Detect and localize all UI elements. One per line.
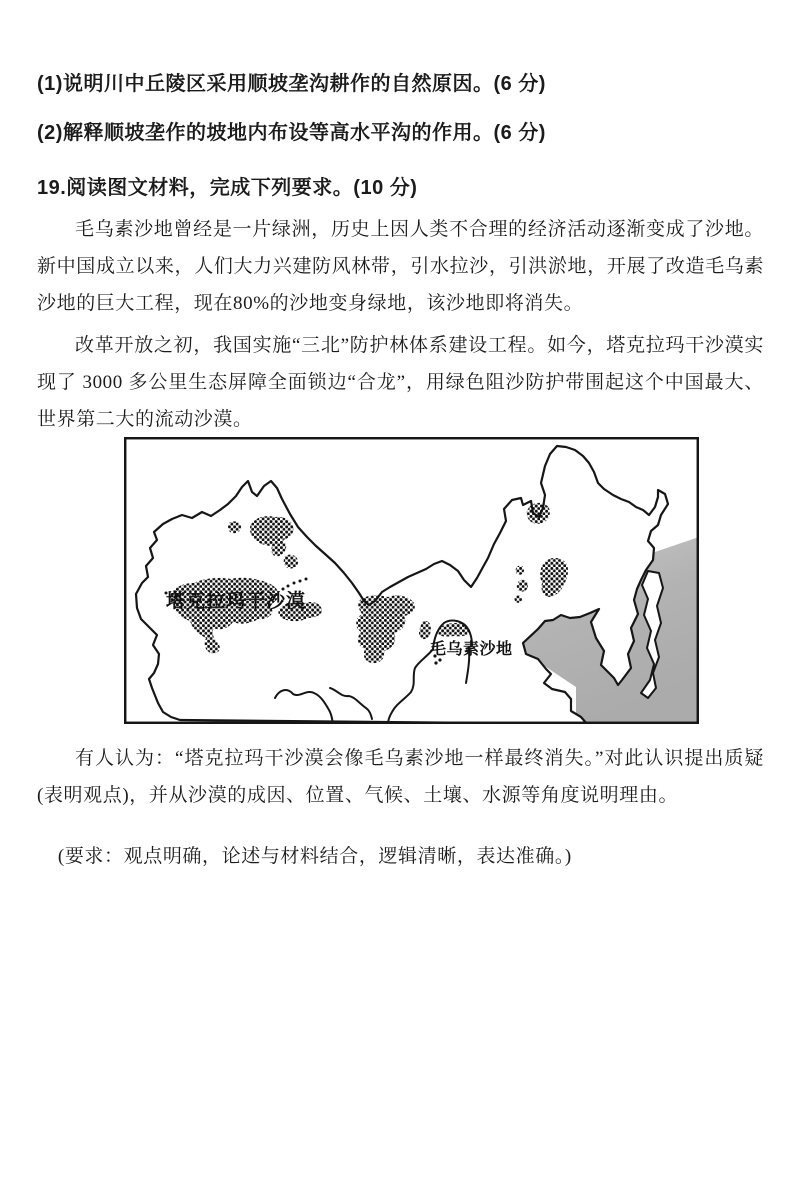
label-taklimakan-desert: 塔克拉玛干沙漠 [166,591,307,612]
requirement-line: (要求：观点明确，论述与材料结合，逻辑清晰，表达准确。) [57,846,572,867]
china-desert-map [124,437,699,724]
material-paragraph-3: 有人认为：“塔克拉玛干沙漠会像毛乌素沙地一样最终消失。”对此认识提出质疑(表明观点)，并从沙漠的成因、位置、气候、土壤、水源等角度说明理由。 [37,748,764,806]
map-canvas [124,437,699,724]
material-paragraph-2: 改革开放之初，我国实施“三北”防护林体系建设工程。如今，塔克拉玛干沙漠实现了 3000 多公里生态屏障全面锁边“合龙”，用绿色阻沙防护带围起这个中国最大、世界第二大的流动沙漠。 [37,335,764,430]
desert-small-nw [228,521,241,533]
question-18-2: (2)解释顺坡垄作的坡地内布设等高水平沟的作用。(6 分) [37,122,546,144]
material-paragraph-1: 毛乌素沙地曾经是一片绿洲，历史上因人类不合理的经济活动逐渐变成了沙地。新中国成立以来，人们大力兴建防风林带，引水拉沙，引洪淤地，开展了改造毛乌素沙地的巨大工程，现在80%的沙地变身绿地，该沙地即将消失。 [37,219,764,314]
label-mu-us-sandy-land: 毛乌素沙地 [430,641,513,658]
question-19-heading: 19.阅读图文材料，完成下列要求。(10 分) [37,177,418,199]
question-18-1: (1)说明川中丘陵区采用顺坡垄沟耕作的自然原因。(6 分) [37,73,546,95]
